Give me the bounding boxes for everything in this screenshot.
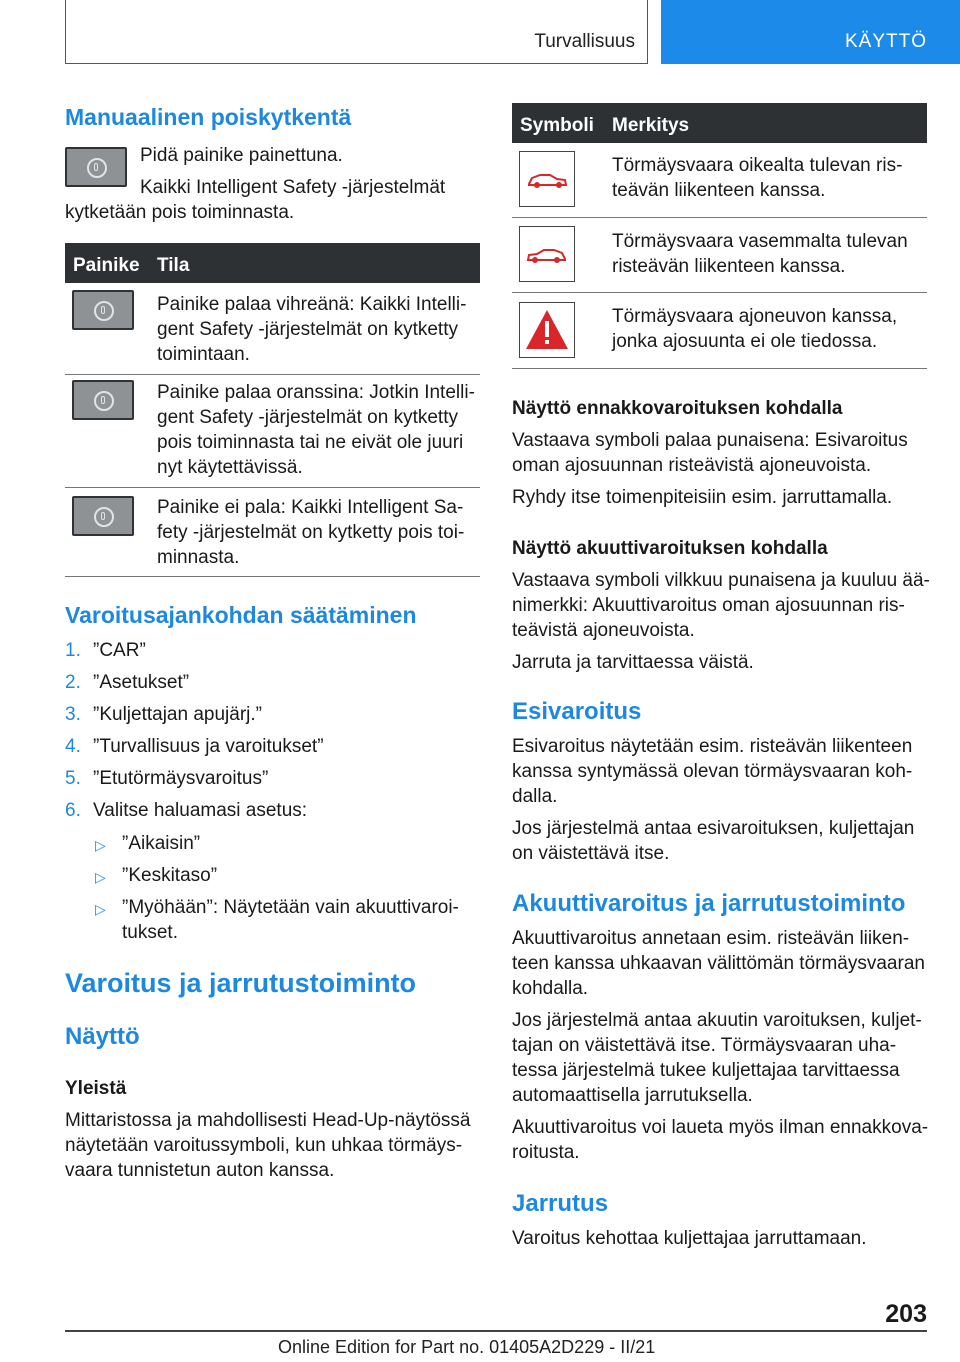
car-left-icon bbox=[519, 226, 575, 282]
button-row2-line2: gent Safety -järjestelmät on kytketty bbox=[157, 407, 458, 428]
symbol-row3-line1: Törmäysvaara ajoneuvon kanssa, bbox=[612, 306, 898, 327]
button-green-icon bbox=[72, 290, 134, 330]
button-row3-line2: fety -järjestelmät on kytketty pois toi- bbox=[157, 522, 465, 543]
button-row3-line3: minnasta. bbox=[157, 547, 240, 568]
symbol-table-col1: Symboli bbox=[520, 115, 594, 136]
display-title: Näyttö bbox=[65, 1023, 140, 1050]
button-row2-line3: pois toiminnasta tai ne eivät ole juuri bbox=[157, 432, 464, 453]
pre-warning-line4: Jos järjestelmä antaa esivaroituksen, kuljettajan bbox=[512, 818, 915, 839]
option-bullet-icon: ▷ bbox=[95, 837, 106, 853]
footer-rule bbox=[65, 1330, 927, 1332]
manual-off-line2a: Kaikki Intelligent Safety -järjestelmät bbox=[140, 177, 446, 198]
symbol-row-divider bbox=[512, 292, 927, 293]
option-late-cont: tukset. bbox=[122, 922, 178, 943]
button-row2-line4: nyt käytettävissä. bbox=[157, 457, 303, 478]
acute-line7: automaattisella jarrutuksella. bbox=[512, 1085, 753, 1106]
acute-line2: teen kanssa uhkaavan välittömän törmäysvaaran bbox=[512, 953, 925, 974]
symbol-table-col2: Merkitys bbox=[612, 115, 690, 136]
braking-title: Jarrutus bbox=[512, 1190, 609, 1217]
symbol-table-bottom-rule bbox=[512, 368, 927, 369]
acute-line1: Akuuttivaroitus annetaan esim. risteävän liiken- bbox=[512, 928, 910, 949]
button-table-col1: Painike bbox=[73, 255, 140, 276]
header-section: Turvallisuus bbox=[534, 31, 635, 52]
pre-warning-line5: on väistettävä itse. bbox=[512, 843, 670, 864]
symbol-row1-line2: teävän liikenteen kanssa. bbox=[612, 180, 826, 201]
option-bullet-icon: ▷ bbox=[95, 869, 106, 885]
button-off-icon bbox=[72, 496, 134, 536]
pre-warning-line2: kanssa syntymässä olevan törmäysvaaran koh- bbox=[512, 761, 913, 782]
warning-title: Varoitus ja jarrutustoiminto bbox=[65, 968, 417, 998]
symbol-row3-line2: jonka ajosuunta ei ole tiedossa. bbox=[612, 331, 878, 352]
button-row-divider bbox=[65, 487, 480, 488]
option-bullet-icon: ▷ bbox=[95, 901, 106, 917]
preliminary-line3: Ryhdy itse toimenpiteisiin esim. jarruttamalla. bbox=[512, 487, 893, 508]
acute-line5: tajan on väistettävä itse. Törmäysvaaran uha- bbox=[512, 1035, 897, 1056]
acute-display-line2: nimerkki: Akuuttivaroitus oman ajosuunnan ris- bbox=[512, 595, 905, 616]
option-early: ”Aikaisin” bbox=[122, 833, 201, 854]
pre-warning-line3: dalla. bbox=[512, 786, 558, 807]
acute-display-title: Näyttö akuuttivaroituksen kohdalla bbox=[512, 538, 828, 559]
preliminary-line2: oman ajosuunnan risteävistä ajoneuvoista. bbox=[512, 455, 872, 476]
acute-display-line4: Jarruta ja tarvittaessa väistä. bbox=[512, 652, 754, 673]
header-chapter: KÄYTTÖ bbox=[844, 31, 927, 52]
manual-off-line2b: kytketään pois toiminnasta. bbox=[65, 202, 295, 223]
button-row1-line2: gent Safety -järjestelmät on kytketty bbox=[157, 319, 458, 340]
warning-triangle-icon bbox=[519, 302, 575, 358]
acute-display-line3: teävistä ajoneuvoista. bbox=[512, 620, 695, 641]
manual-off-title: Manuaalinen poiskytkentä bbox=[65, 104, 352, 130]
acute-line3: kohdalla. bbox=[512, 978, 589, 999]
button-row2-line1: Painike palaa oranssina: Jotkin Intelli- bbox=[157, 382, 475, 403]
page-number: 203 bbox=[885, 1300, 927, 1328]
safety-button-icon bbox=[65, 147, 127, 187]
general-line3: vaara tunnistetun auton kanssa. bbox=[65, 1160, 335, 1181]
braking-text: Varoitus kehottaa kuljettajaa jarruttamaan. bbox=[512, 1228, 867, 1249]
button-row1-line1: Painike palaa vihreänä: Kaikki Intelli- bbox=[157, 294, 467, 315]
preliminary-line1: Vastaava symboli palaa punaisena: Esivaroitus bbox=[512, 430, 908, 451]
symbol-row2-line1: Törmäysvaara vasemmalta tulevan bbox=[612, 231, 908, 252]
button-row1-line3: toimintaan. bbox=[157, 344, 250, 365]
button-orange-icon bbox=[72, 380, 134, 420]
symbol-table-header bbox=[512, 103, 927, 143]
acute-line8: Akuuttivaroitus voi laueta myös ilman ennakkova- bbox=[512, 1117, 929, 1138]
acute-display-line1: Vastaava symboli vilkkuu punaisena ja kuuluu ää- bbox=[512, 570, 930, 591]
car-right-icon bbox=[519, 151, 575, 207]
manual-off-line1: Pidä painike painettuna. bbox=[140, 145, 343, 166]
symbol-row2-line2: risteävän liikenteen kanssa. bbox=[612, 256, 846, 277]
pre-warning-line1: Esivaroitus näytetään esim. risteävän liikenteen bbox=[512, 736, 913, 757]
button-table-header bbox=[65, 243, 480, 283]
option-late: ”Myöhään”: Näytetään vain akuuttivaroi- bbox=[122, 897, 459, 918]
button-row-divider bbox=[65, 374, 480, 375]
option-medium: ”Keskitaso” bbox=[122, 865, 218, 886]
button-table-col2: Tila bbox=[157, 255, 190, 276]
acute-title: Akuuttivaroitus ja jarrutustoiminto bbox=[512, 890, 906, 917]
acute-line4: Jos järjestelmä antaa akuutin varoituksen, kuljet- bbox=[512, 1010, 922, 1031]
general-line2: näytetään varoitussymboli, kun uhkaa törmäys- bbox=[65, 1135, 463, 1156]
acute-line6: tessa järjestelmä tukee kuljettajaa tarvittaessa bbox=[512, 1060, 900, 1081]
preliminary-title: Näyttö ennakkovaroituksen kohdalla bbox=[512, 398, 843, 419]
button-table-bottom-rule bbox=[65, 576, 480, 577]
footer-edition: Online Edition for Part no. 01405A2D229 - II/21 bbox=[278, 1337, 656, 1357]
timing-title: Varoitusajankohdan säätäminen bbox=[65, 602, 417, 628]
symbol-row1-line1: Törmäysvaara oikealta tulevan ris- bbox=[612, 155, 903, 176]
pre-warning-title: Esivaroitus bbox=[512, 698, 642, 725]
acute-line9: roitusta. bbox=[512, 1142, 580, 1163]
header-chapter-tab bbox=[661, 0, 960, 64]
button-row3-line1: Painike ei pala: Kaikki Intelligent Sa- bbox=[157, 497, 464, 518]
general-line1: Mittaristossa ja mahdollisesti Head-Up-näytössä bbox=[65, 1110, 471, 1131]
general-title: Yleistä bbox=[65, 1078, 127, 1099]
symbol-row-divider bbox=[512, 217, 927, 218]
